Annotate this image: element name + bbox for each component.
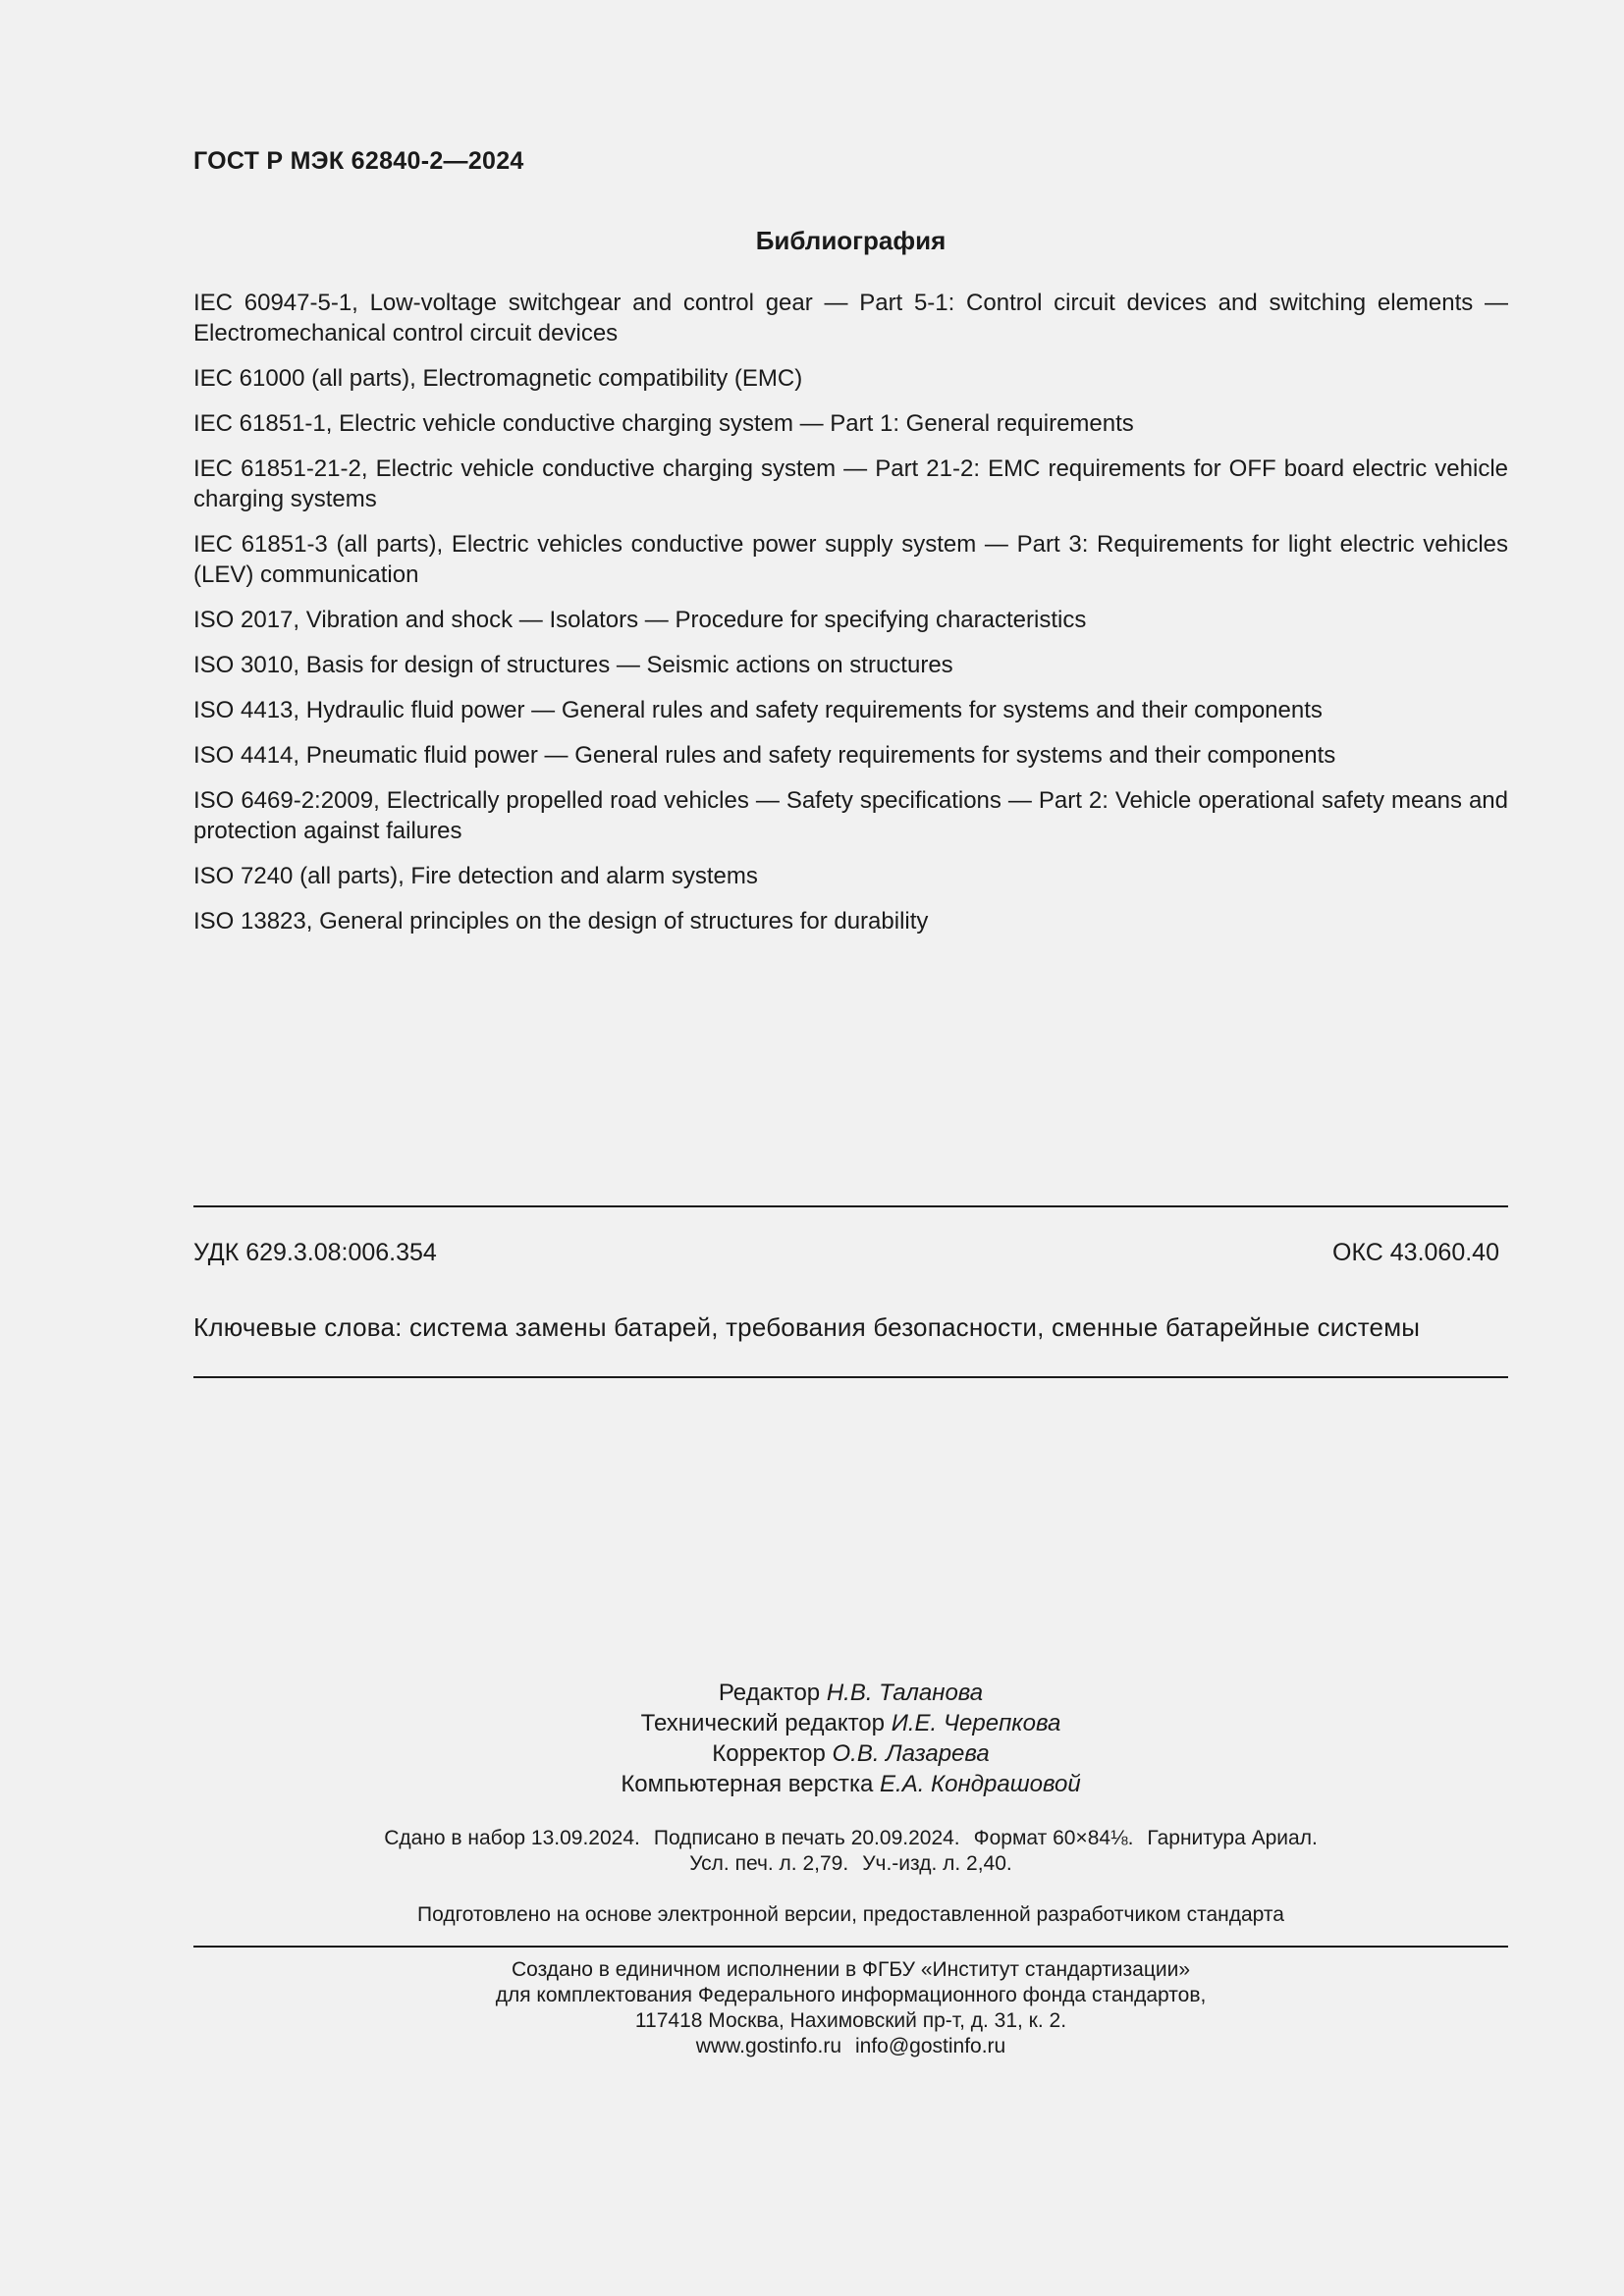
staff-line [193,1678,1508,1708]
bibliography-item: ISO 13823, General principles on the design of structures for durability [193,908,929,934]
staff-name: Н.В. Таланова [826,1680,984,1706]
bibliography-item: ISO 3010, Basis for design of structures — Seismic actions on structures [193,652,953,678]
prepared-note: Подготовлено на основе электронной версии, предоставленной разработчиком стандарта [417,1903,1284,1926]
bibliography-item: IEC 60947-5-1, Low-voltage switchgear and control gear — Part 5-1: Control circuit devices and switching elements — Electromechanical control circuit devices [193,290,1508,347]
bibliography-item: ISO 7240 (all parts), Fire detection and alarm systems [193,863,758,889]
divider-bottom [193,1376,1508,1378]
publisher-line: для комплектования Федерального информационного фонда стандартов, [495,1984,1207,2006]
print-sheets: Усл. печ. л. 2,79. [689,1852,849,1875]
bibliography-item: IEC 61851-1, Electric vehicle conductive charging system — Part 1: General requirements [193,410,1134,437]
contact-line [193,2034,1508,2059]
udk-code: УДК 629.3.08:006.354 [193,1239,437,1266]
staff-line [193,1769,1508,1799]
staff-credits [193,1678,1508,1799]
bibliography-item: IEC 61851-21-2, Electric vehicle conductive charging system — Part 21-2: EMC requirements for OFF board electric vehicle charging systems [193,455,1508,512]
document-code: ГОСТ Р МЭК 62840-2—2024 [193,147,524,175]
bibliography-item: ISO 4414, Pneumatic fluid power — General rules and safety requirements for systems and their components [193,742,1336,769]
divider-top [193,1205,1508,1207]
imprint-block [193,1826,1508,1877]
imprint-line-2 [193,1851,1508,1877]
publisher-sheets: Уч.-изд. л. 2,40. [862,1852,1012,1875]
bibliography-item: ISO 2017, Vibration and shock — Isolators — Procedure for specifying characteristics [193,607,1087,633]
signed-date: Подписано в печать 20.09.2024. [653,1827,960,1849]
staff-line [193,1738,1508,1769]
publisher-address: 117418 Москва, Нахимовский пр-т, д. 31, к. 2. [634,2009,1067,2032]
staff-name: Е.А. Кондрашовой [880,1771,1081,1797]
typeface: Гарнитура Ариал. [1147,1827,1318,1849]
bibliography-item: ISO 4413, Hydraulic fluid power — General rules and safety requirements for systems and their components [193,697,1323,723]
staff-line [193,1708,1508,1738]
publisher-line: Создано в единичном исполнении в ФГБУ «Институт стандартизации» [511,1958,1191,1981]
staff-role: Корректор [712,1740,826,1767]
bibliography-item: IEC 61851-3 (all parts), Electric vehicles conductive power supply system — Part 3: Requirements for light electric vehicles (LEV) communication [193,531,1508,588]
staff-role: Редактор [718,1680,821,1706]
bibliography-item: ISO 6469-2:2009, Electrically propelled road vehicles — Safety specifications — Part 2: Vehicle operational safety means and protection against failures [193,787,1508,844]
keywords: Ключевые слова: система замены батарей, требования безопасности, сменные батарейные системы [193,1312,1421,1342]
staff-role: Компьютерная верстка [621,1771,874,1797]
divider-footer [193,1946,1508,1948]
publisher-info [193,1957,1508,2059]
staff-role: Технический редактор [640,1710,886,1736]
email-link[interactable]: info@gostinfo.ru [855,2035,1006,2057]
staff-name: И.Е. Черепкова [891,1710,1061,1736]
bibliography-list [193,288,1508,951]
print-format: Формат 60×84⅛. [973,1827,1134,1849]
bibliography-title: Библиография [755,226,947,255]
website-link[interactable]: www.gostinfo.ru [695,2035,841,2057]
submitted-date: Сдано в набор 13.09.2024. [384,1827,640,1849]
imprint-line-1 [193,1826,1508,1851]
oks-code: ОКС 43.060.40 [1332,1239,1499,1266]
bibliography-item: IEC 61000 (all parts), Electromagnetic compatibility (EMC) [193,365,803,392]
document-page [193,0,1508,2296]
staff-name: О.В. Лазарева [832,1740,990,1767]
